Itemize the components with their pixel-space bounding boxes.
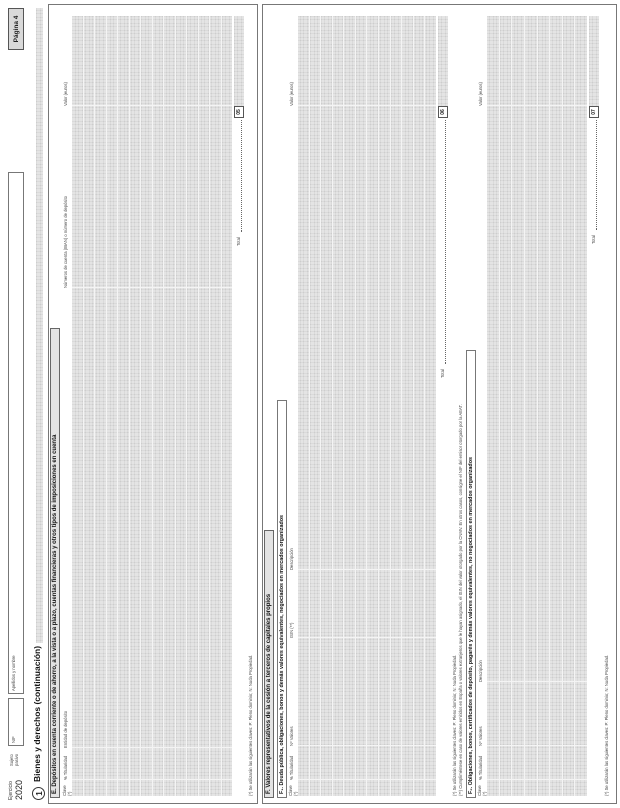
section-f2-footnote: (*) Se utilizarán las siguientes claves: P: Pleno dominio; N: Nuda Propiedad.	[604, 654, 609, 796]
table-row[interactable]	[320, 16, 332, 796]
col-f2-nvalores: Nº Valores	[478, 726, 483, 746]
col-e-entidad: Entidad de depósito	[63, 710, 68, 748]
col-e-numeros: Números de cuenta (IBAN) o número de depósito	[63, 196, 68, 288]
section-f2-total-leader	[595, 120, 597, 230]
section-f1-footnote-1: (*) Se utilizarán las siguientes claves: P: Pleno dominio; N: Nuda Propiedad.	[452, 654, 457, 796]
col-f1-titularidad: % Titularidad	[289, 755, 294, 780]
col-f1-valor: Valor (euros)	[289, 82, 294, 106]
section-e-table	[72, 16, 232, 796]
table-row[interactable]	[378, 16, 390, 796]
table-row[interactable]	[106, 16, 118, 796]
table-row[interactable]	[163, 16, 175, 796]
col-f2-titularidad: % Titularidad	[478, 755, 483, 780]
col-f1-descripcion: Descripción	[289, 548, 294, 570]
apellidos-label: Apellidos y nombre	[11, 655, 16, 691]
table-row[interactable]	[129, 16, 141, 796]
section-f2-total-code: 07	[589, 106, 599, 118]
section-title: Bienes y derechos (continuación)	[32, 645, 42, 782]
section-e-title: E. Depósitos en cuenta corriente o de ahorro, a la vista o a plazo, cuentas financieras y otros tipos de imposiciones en cuenta	[50, 328, 60, 798]
section-e-total-leader	[240, 120, 242, 232]
apellidos-field[interactable]	[8, 172, 24, 694]
table-row[interactable]	[499, 16, 512, 796]
table-row[interactable]	[537, 16, 550, 796]
col-f1-isin: ISIN (**)	[289, 622, 294, 638]
table-row[interactable]	[83, 16, 95, 796]
section-f1-table	[298, 16, 436, 796]
table-row[interactable]	[198, 16, 210, 796]
table-row[interactable]	[424, 16, 436, 796]
section-f2-title: F₂. Obligaciones, bonos, certificados de depósito, pagarés y demás valores equivalentes, no negociados en mercados organizados	[466, 350, 476, 798]
section-e-total-code: 05	[234, 106, 244, 118]
nif-label: NIF	[11, 736, 16, 743]
sujeto-pasivo-label: Sujeto pasivo	[9, 753, 19, 766]
section-f-title: F. Valores representativos de la cesión a terceros de capitales propios	[264, 530, 274, 798]
col-e-valor: Valor (euros)	[63, 82, 68, 106]
ejercicio-label: Ejercicio	[8, 781, 14, 800]
col-f2-valor: Valor (euros)	[478, 82, 483, 106]
table-row[interactable]	[72, 16, 83, 796]
table-row[interactable]	[221, 16, 233, 796]
table-row[interactable]	[117, 16, 129, 796]
table-row[interactable]	[175, 16, 187, 796]
col-e-clave: Clave (*)	[62, 785, 72, 796]
section-e-total-field[interactable]	[234, 16, 244, 106]
table-row[interactable]	[562, 16, 575, 796]
table-row[interactable]	[524, 16, 537, 796]
col-f1-nvalores: Nº Valores	[289, 726, 294, 746]
section-f1-footnote-2: (**) Cumpliméntese en caso de valores emitidos en España o valores extranjeros que le hayan asignado, el ISIN del valor otorgado por la CNMV. En otros casos, consigne el NIF del emisor otorgado por la AEAT.	[458, 404, 463, 796]
section-e-total-label: Total	[236, 237, 241, 246]
table-row[interactable]	[549, 16, 562, 796]
section-e-footnote: (*) Se utilizarán las siguientes claves: P: Pleno dominio; N: Nuda Propiedad.	[248, 654, 253, 796]
table-row[interactable]	[152, 16, 164, 796]
section-number-badge: 1	[32, 787, 45, 800]
section-f2-total-label: Total	[591, 235, 596, 244]
table-row[interactable]	[511, 16, 524, 796]
table-row[interactable]	[366, 16, 378, 796]
section-f1-total-leader	[444, 120, 446, 364]
col-e-titularidad: % Titularidad	[63, 755, 68, 780]
section-f1-title: F₁. Deuda pública, obligaciones, bonos y demás valores equivalentes, negociados en mercados organizados	[277, 400, 287, 798]
table-row[interactable]	[186, 16, 198, 796]
table-row[interactable]	[298, 16, 309, 796]
page-number-badge: Página 4	[8, 8, 24, 50]
col-f2-descripcion: Descripción	[478, 660, 483, 682]
table-row[interactable]	[343, 16, 355, 796]
table-row[interactable]	[209, 16, 221, 796]
table-row[interactable]	[140, 16, 152, 796]
section-f2-total-field[interactable]	[589, 16, 599, 106]
table-row[interactable]	[401, 16, 413, 796]
section-f1-total-field[interactable]	[438, 16, 448, 106]
table-row[interactable]	[487, 16, 499, 796]
table-row[interactable]	[94, 16, 106, 796]
section-title-band	[36, 8, 43, 643]
table-row[interactable]	[332, 16, 344, 796]
nif-field[interactable]	[8, 698, 24, 746]
col-f2-clave: Clave (*)	[477, 785, 487, 796]
table-row[interactable]	[309, 16, 321, 796]
table-row[interactable]	[355, 16, 367, 796]
table-row[interactable]	[390, 16, 402, 796]
section-f2-table	[487, 16, 587, 796]
col-f1-clave: Clave (*)	[288, 785, 298, 796]
table-row[interactable]	[413, 16, 425, 796]
ejercicio-value: 2020	[14, 779, 24, 800]
table-row[interactable]	[574, 16, 587, 796]
section-f1-total-code: 06	[438, 106, 448, 118]
section-f1-total-label: Total	[440, 369, 445, 378]
